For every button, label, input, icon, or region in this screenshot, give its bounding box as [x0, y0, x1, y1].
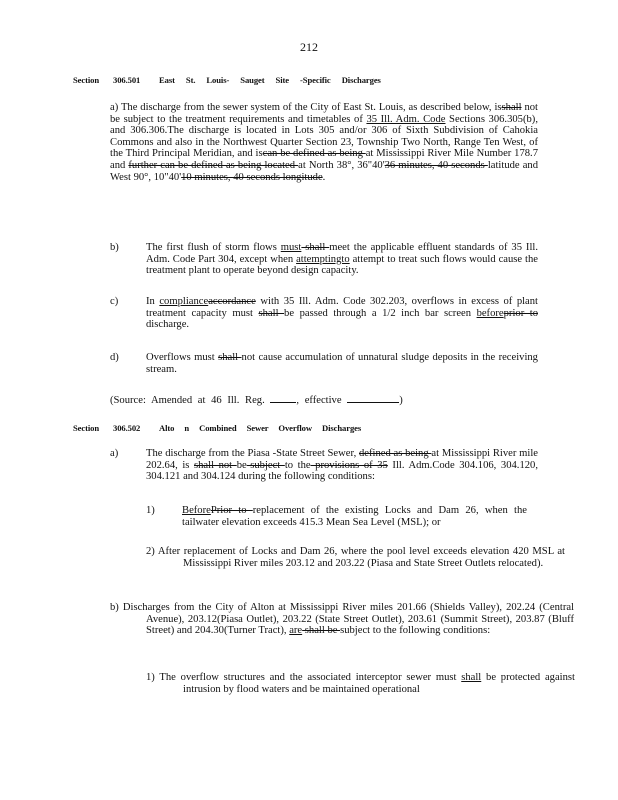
item-label-d: d)	[110, 352, 119, 363]
source-note: (Source: Amended at 46 Ill. Reg. , effective )	[110, 395, 403, 406]
underlined-compliance: compliance	[159, 296, 209, 307]
struck-shall-be: shall be	[302, 625, 341, 637]
struck-text: further can be defined as being located	[128, 159, 299, 171]
underlined-are: are	[289, 625, 303, 637]
paragraph-b-alton-discharges: b) Discharges from the City of Alton at Mississippi River miles 201.66 (Shields Valley), 202.24 (Central Avenue), 203.12(Piasa Outlet), 203.22 (State Street Outlet), 203.61 (Summit Street), 203.87 (Bluff Street) and 204.30(Turner Tract), are shall be subject to the following conditions:	[110, 602, 574, 637]
struck-shall: shall	[501, 102, 522, 113]
underlined-attempting: attemptingto	[296, 253, 350, 265]
item-label-b: b)	[110, 242, 119, 253]
section-heading-306-501	[73, 75, 573, 85]
section-number: 306.501	[113, 75, 141, 85]
paragraph-sub-2-after: 2) After replacement of Locks and Dam 26, where the pool level exceeds elevation 420 MSL at Mississippi River miles 203.12 and 203.22 (Piasa and State Street Outlets relocated).	[146, 546, 565, 569]
paragraph-d-overflows: Overflows must shall not cause accumulation of unnatural sludge deposits in the receiving stream.	[146, 352, 538, 375]
underlined-before: Before	[182, 505, 211, 516]
underlined-shall: shall	[461, 672, 482, 683]
section-heading-306-502	[73, 423, 573, 433]
text-run: a) The discharge from the sewer system of the City of East St. Louis, as described below, isshall not be subject to the treatment requirements and timetables of 35 Ill. Adm. Code Sections 306.305(b), and 306.306.The discharge is located in Lots 305 and/or 306 of Sixth Subdivision of Cahokia Commons and also in the Northwest Quarter Section 23, Township Two North, Range Ten West, of the Third Principal Meridian, and iscan be defined as being at Mississippi River Mile Number 178.7 and further can be defined as being located at North 38°, 36"40'36 minutes, 40 seconds latitude and West 90°, 10"40'10 minutes, 40 seconds longitude.	[110, 102, 539, 183]
item-label-c: c)	[110, 296, 119, 307]
section-word: Section	[73, 423, 100, 433]
blank-line-effective	[347, 394, 399, 403]
blank-line-reg	[270, 394, 296, 403]
section-title: Alto n Combined Sewer Overflow Discharges	[159, 423, 362, 433]
struck-prior-to: Prior to	[210, 505, 253, 516]
page-number: 212	[300, 40, 318, 54]
struck-subject: -subject	[246, 459, 285, 471]
section-number: 306.502	[113, 423, 141, 433]
struck-text: defined as being	[359, 448, 432, 459]
struck-provisions: provisions of 35	[310, 459, 388, 471]
struck-shall: shall	[258, 307, 285, 319]
item-label-a: a)	[110, 448, 119, 459]
paragraph-b-first-flush: The first flush of storm flows must shall meet the applicable effluent standards of 35 Ill. Adm. Code Part 304, except when attemptingto attempt to treat such flows would cause the treatment plant to operate beyond design capacity.	[146, 242, 538, 277]
struck-shall-not: shall not	[194, 459, 237, 471]
underlined-35-ill-adm-code: 35 Ill. Adm. Code	[366, 113, 446, 125]
struck-prior-to: prior to	[503, 307, 538, 319]
section-title: East St. Louis- Sauget Site -Specific Discharges	[159, 75, 381, 85]
paragraph-a-piasa-street: The discharge from the Piasa -State Street Sewer, defined as being at Mississippi River mile 202.64, is shall not be-subject to the provisions of 35 Ill. Adm.Code 304.106, 304.120, 304.121 and 304.124 during the following conditions:	[146, 448, 538, 483]
struck-text: 10 minutes, 40 seconds longitude	[181, 171, 323, 183]
paragraph-sub-1-before: BeforePrior to replacement of the existing Locks and Dam 26, when the tailwater elevation exceeds 415.3 Mean Sea Level (MSL); or	[182, 505, 527, 528]
struck-shall: shall	[301, 242, 330, 253]
paragraph-a-east-st-louis	[110, 102, 538, 183]
struck-accordance: accordance	[208, 296, 256, 307]
subitem-label-1: 1)	[146, 505, 155, 516]
struck-shall: shall	[218, 352, 242, 363]
paragraph-sub-b1-overflow-structures: 1) The overflow structures and the associated interceptor sewer must shall be protected against intrusion by flood waters and be maintained operational	[146, 672, 575, 695]
underlined-before: before	[476, 307, 504, 319]
section-word: Section	[73, 75, 100, 85]
underlined-must: must	[280, 242, 302, 253]
paragraph-c-compliance: In complianceaccordance with 35 Ill. Adm. Code 302.203, overflows in excess of plant treatment capacity must shall be passed through a 1/2 inch bar screen beforeprior to discharge.	[146, 296, 538, 331]
struck-text: 36 minutes, 40 seconds	[384, 159, 488, 171]
struck-text: can be defined as being	[262, 148, 366, 160]
